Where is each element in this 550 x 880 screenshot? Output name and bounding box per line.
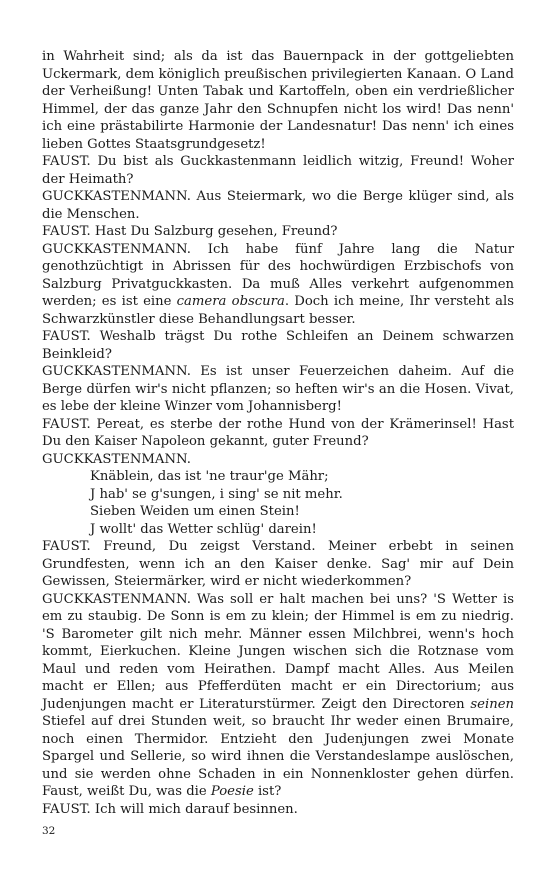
text-run: FAUST. Hast Du Salzburg gesehen, Freund?	[42, 224, 338, 239]
text-run: . Doch ich meine, Ihr versteht als Schwarzkünstler diese Behandlungsart besser.	[42, 294, 514, 327]
italic-text: seinen	[470, 696, 514, 712]
text-run: GUCKKASTENMANN. Ich habe fünf Jahre lang die Natur genothzüchtigt in Abrissen für des hochwürdigen Erzbischofs von Salzburg Privatguckkasten. Da muß Alles verkehrt aufgenommen werden; es ist eine	[42, 241, 514, 309]
text-run: FAUST. Ich will mich darauf besinnen.	[42, 801, 298, 817]
paragraph	[42, 328, 514, 363]
text-run: J hab' se g'sungen, i sing' se nit mehr.	[90, 486, 343, 502]
text-run: Sieben Weiden um einen Stein!	[90, 504, 300, 519]
paragraph	[42, 801, 514, 819]
verse-line	[42, 486, 514, 504]
text-run: FAUST. Weshalb trägst Du rothe Schleifen an Deinem schwarzen Beinkleid?	[42, 329, 514, 362]
italic-text: camera obscura	[176, 294, 285, 309]
paragraph	[42, 363, 514, 416]
text-run: FAUST. Freund, Du zeigst Verstand. Meiner erbebt in seinen Grundfesten, wenn ich an den Kaiser denke. Sag' mir auf Dein Gewissen, Steiermärker, wird er nicht wiederkommen?	[42, 539, 514, 589]
verse-line	[42, 521, 514, 539]
text-run: FAUST. Du bist als Guckkastenmann leidlich witzig, Freund! Woher der Heimath?	[42, 154, 514, 187]
paragraph	[42, 188, 514, 223]
text-run: ist?	[253, 784, 282, 799]
verse-line	[42, 468, 514, 486]
paragraph	[42, 223, 514, 241]
text-run: in Wahrheit sind; als da ist das Bauernpack in der gottgeliebten Uckermark, dem königlich preußischen privilegierten Kanaan. O Land der Verheißung! Unten Tabak und Kartoffeln, oben ein verdrießlicher Himmel, der das ganze Jahr den Schnupfen nicht los wird! Das nenn' ich eine prästabilirte Harmonie der Landesnatur! Das nenn' ich eines lieben Gottes Staatsgrundgesetz!	[42, 49, 514, 152]
text-run: FAUST. Pereat, es sterbe der rothe Hund von der Krämerinsel! Hast Du den Kaiser Napoleon gekannt, guter Freund?	[42, 416, 514, 449]
body-text	[42, 48, 514, 818]
paragraph	[42, 153, 514, 188]
italic-text: Poesie	[210, 784, 254, 799]
text-run: J wollt' das Wetter schlüg' darein!	[90, 521, 317, 537]
text-run: GUCKKASTENMANN. Es ist unser Feuerzeichen daheim. Auf die Berge dürfen wir's nicht pflanzen; so heften wir's an die Hosen. Vivat, es lebe der kleine Winzer vom Johannisberg!	[42, 364, 514, 414]
verse-line	[42, 503, 514, 521]
page-number: 32	[42, 825, 56, 837]
paragraph	[42, 416, 514, 451]
text-run: GUCKKASTENMANN. Was soll er halt machen bei uns? 'S Wetter is em zu staubig. De Sonn is em zu klein; der Himmel is em zu niedrig. 'S Barometer gilt nich mehr. Männer essen Milchbrei, wenn's hoch kommt, Eierkuchen. Kleine Jungen wischen sich die Rotznase vom Maul und reden vom Heirathen. Dampf macht Alles. Aus Meilen macht er Ellen; aus Pfefferdüten macht er ein Directorium; aus Judenjungen macht er Literaturstürmer. Zeigt den Directoren	[42, 591, 514, 712]
text-run: Stiefel auf drei Stunden weit, so braucht Ihr weder einen Brumaire, noch einen Thermidor. Entzieht den Judenjungen zwei Monate Spargel und Sellerie, so wird ihnen die Verstandeslampe auslöschen, und sie werden ohne Schaden in ein Nonnenkloster gehen dürfen. Faust, weißt Du, was die	[42, 714, 514, 799]
paragraph	[42, 451, 514, 469]
paragraph	[42, 241, 514, 329]
text-run: Knäblein, das ist 'ne traur'ge Mähr;	[90, 469, 329, 484]
text-run: GUCKKASTENMANN. Aus Steiermark, wo die Berge klüger sind, als die Menschen.	[42, 189, 514, 222]
paragraph	[42, 538, 514, 591]
paragraph	[42, 48, 514, 153]
text-run: GUCKKASTENMANN.	[42, 451, 191, 467]
paragraph	[42, 591, 514, 801]
